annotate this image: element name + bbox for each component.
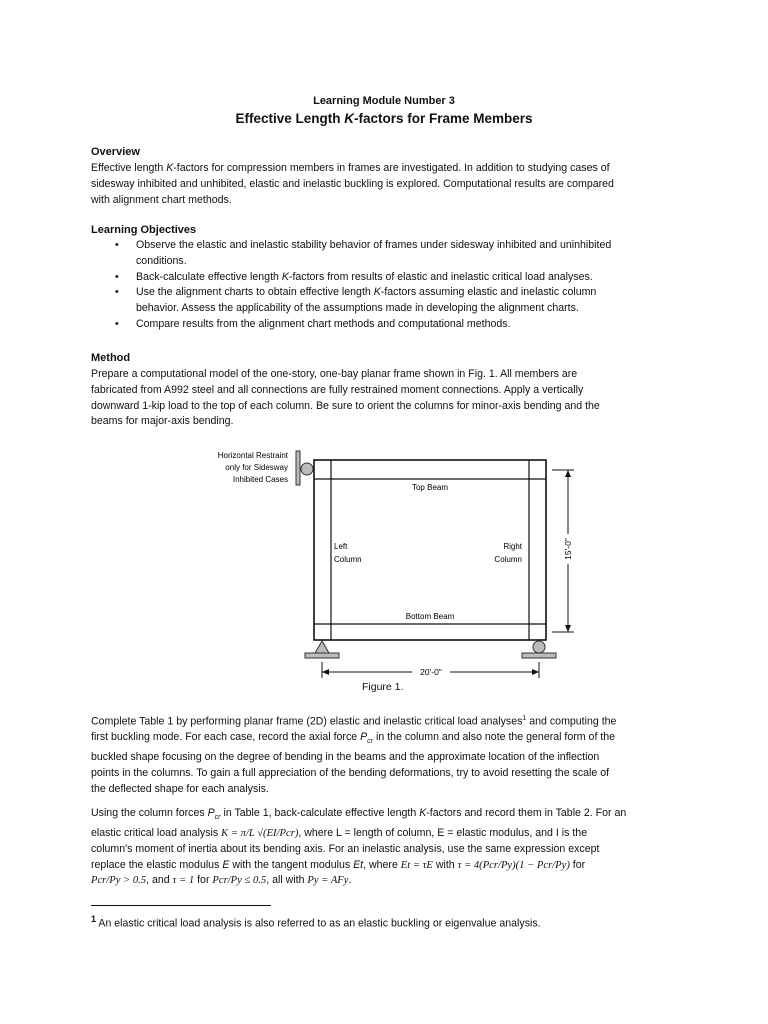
footnote-rule (91, 905, 271, 906)
width-dimension: 20'-0" (420, 667, 442, 677)
objectives-list (91, 238, 673, 333)
left-column-label-1: Left (334, 542, 348, 551)
complete-paragraph: Complete Table 1 by performing planar frame (2D) elastic and inelastic critical load analyses$^1$ and computing the first buckling mode. For each case, record the axial force $P_{cr}$ in the column and also note the general form of the buckled shape focusing on the degree of bending in the beams and the approximate location of the inflection points in the columns. To gain a full appreciation of the bending deformations, try to avoid resetting the scale of the deflected shape for each analysis. (91, 715, 617, 795)
bottom-beam-label: Bottom Beam (405, 612, 455, 621)
right-column-label-2: Column (494, 555, 522, 564)
footnote: $^1$ An elastic critical load analysis is also referred to as an elastic buckling or eigenvalue analysis. (91, 914, 541, 930)
right-column-label-1: Right (503, 542, 522, 551)
list-item: • Compare results from the alignment chart methods and computational methods. (115, 317, 511, 330)
restraint-label-2: only for Sidesway (225, 463, 288, 472)
roller-support (533, 641, 545, 653)
restraint-wall (296, 451, 300, 485)
method-paragraph: Prepare a computational model of the one-story, one-bay planar frame shown in Fig. 1. All members are fabricated from A992 steel and all connections are fully restrained moment connections. Apply a vertically downward 1-kip load to the top of each column. Be sure to orient the columns for minor-axis bending and the beams for major-axis bending. (91, 368, 600, 428)
page-title: Effective Length K-factors for Frame Members (235, 111, 533, 126)
height-dimension: 15'-0" (563, 538, 573, 560)
list-item: • Observe the elastic and inelastic stability behavior of frames under sidesway inhibited and uninhibited conditions. (115, 239, 612, 267)
frame-figure (190, 448, 590, 698)
restraint-label-3: Inhibited Cases (232, 475, 288, 484)
pin-support (315, 641, 329, 653)
left-column-label-2: Column (334, 555, 362, 564)
k-formula: K = π/L √(EI/Pcr) (221, 827, 299, 839)
method-heading: Method (91, 352, 131, 364)
restraint-roller (301, 463, 313, 475)
using-paragraph: Using the column forces $P_{cr}$ in Table 1, back-calculate effective length K-factors and record them in Table 2. For an elastic critical load analysis K = π/L √(EI/Pcr), where L = length of column, E = elastic modulus, and I is the column's moment of inertia about its bending axis. For an inelastic analysis, use the same expression except replace the elastic modulus E with the tangent modulus Et, where Et = τE with τ = 4(Pcr/Py)(1 − Pcr/Py) for Pcr/Py > 0.5, and τ = 1 for Pcr/Py ≤ 0.5, all with Py = AFy. (91, 807, 627, 887)
module-number: Learning Module Number 3 (313, 95, 455, 107)
restraint-label-1: Horizontal Restraint (217, 451, 288, 460)
figure-caption: Figure 1. (362, 681, 404, 693)
overview-paragraph: Effective length K-factors for compression members in frames are investigated. In addition to studying cases of sidesway inhibited and unhibited, elastic and inelastic buckling is explored. Computational results are compared with alignment chart methods. (91, 162, 614, 206)
top-beam-label: Top Beam (411, 483, 449, 492)
list-item: • Use the alignment charts to obtain effective length K-factors assuming elastic and inelastic column behavior. Assess the applicability of the assumptions made in developing the alignment charts. (115, 286, 597, 315)
objectives-heading: Learning Objectives (91, 224, 197, 236)
list-item: • Back-calculate effective length K-factors from results of elastic and inelastic critical load analyses. (115, 270, 593, 283)
overview-heading: Overview (91, 146, 140, 158)
